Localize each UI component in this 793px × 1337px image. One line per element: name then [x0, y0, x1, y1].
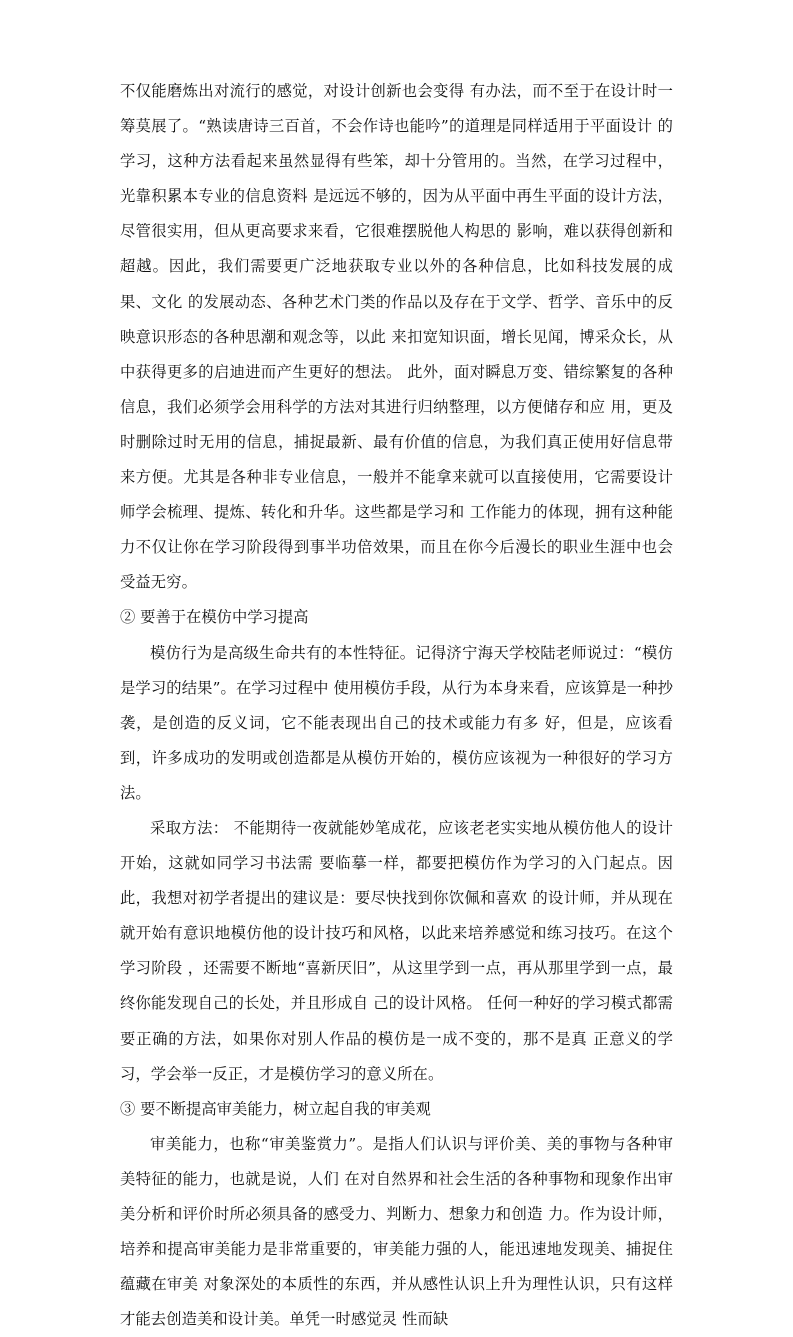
section-heading-imitation: ② 要善于在模仿中学习提高 [120, 608, 309, 627]
paragraph-aesthetic-ability: 审美能力，也称“审美鉴赏力”。是指人们认识与评价美、美的事物与各种审美特征的能力，也就是说，人们 在对自然界和社会生活的各种事物和现象作出审美分析和评价时所必须具备的感受力、判断力、想象力和创造 力。作为设计师，培养和提高审美能力是非常重要的，审美能力强的人，能迅速地发现美、捕捉住蕴藏在审美 对象深处的本质性的东西，并从感性认识上升为理性认识，只有这样才能去创造美和设计美。单凭一时感觉灵 性而缺 [120, 1134, 673, 1329]
section-heading-aesthetics: ③ 要不断提高审美能力，树立起自我的审美观 [120, 1099, 431, 1118]
paragraph-learning-methods: 不仅能磨炼出对流行的感觉，对设计创新也会变得 有办法，而不至于在设计时一筹莫展了。“熟读唐诗三百首，不会作诗也能吟”的道理是同样适用于平面设计 的学习，这种方法看起来虽然显得有些笨，却十分管用的。当然，在学习过程中，光靠积累本专业的信息资料 是远远不够的，因为从平面中再生平面的设计方法，尽管很实用，但从更高要求来看，它很难摆脱他人构思的 影响，难以获得创新和超越。因此，我们需要更广泛地获取专业以外的各种信息，比如科技发展的成果、文化 的发展动态、各种艺术门类的作品以及存在于文学、哲学、音乐中的反映意识形态的各种思潮和观念等，以此 来扣宽知识面，增长见闻，博采众长，从中获得更多的启迪进而产生更好的想法。 此外，面对瞬息万变、错综繁复的各种信息，我们必须学会用科学的方法对其进行归纳整理，以方便储存和应 用，更及时删除过时无用的信息，捕捉最新、最有价值的信息，为我们真正使用好信息带来方便。尤其是各种非专业信息，一般并不能拿来就可以直接使用，它需要设计师学会梳理、提炼、转化和升华。这些都是学习和 工作能力的体现，拥有这种能力不仅让你在学习阶段得到事半功倍效果，而且在你今后漫长的职业生涯中也会 受益无穷。 [120, 82, 673, 592]
paragraph-imitation-method: 采取方法： 不能期待一夜就能妙笔成花，应该老老实实地从模仿他人的设计开始，这就如同学习书法需 要临摹一样，都要把模仿作为学习的入门起点。因此，我想对初学者提出的建议是：要尽快找到你饮佩和喜欢 的设计师，并从现在就开始有意识地模仿他的设计技巧和风格，以此来培养感觉和练习技巧。在这个学习阶段 ，还需要不断地“喜新厌旧”，从这里学到一点，再从那里学到一点，最终你能发现自己的长处，并且形成自 己的设计风格。 任何一种好的学习模式都需要正确的方法，如果你对别人作品的模仿是一成不变的，那不是真 正意义的学习，学会举一反正，才是模仿学习的意义所在。 [120, 818, 673, 1083]
paragraph-imitation-nature: 模仿行为是高级生命共有的本性特征。记得济宁海天学校陆老师说过：“模仿是学习的结果”。在学习过程中 使用模仿手段，从行为本身来看，应该算是一种抄袭，是创造的反义词，它不能表现出自己的技术或能力有多 好，但是，应该看到，许多成功的发明或创造都是从模仿开始的，模仿应该视为一种很好的学习方法。 [120, 643, 673, 802]
document-page [120, 74, 673, 1337]
